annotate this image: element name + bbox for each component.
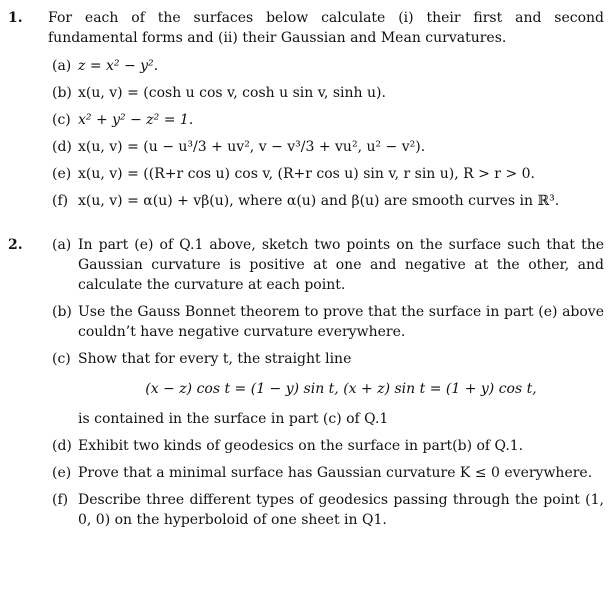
part-text: x² + y² − z² = 1.	[78, 112, 194, 128]
part-label: (e)	[52, 465, 72, 481]
part-text: In part (e) of Q.1 above, sketch two points on the surface such that the Gaussian curvature is positive at one and negative at the other, and calculate the curvature at each point.	[78, 237, 604, 293]
part-label: (f)	[52, 492, 69, 508]
part-label: (c)	[52, 351, 71, 367]
part-text: x(u, v) = (cosh u cos v, cosh u sin v, sinh u).	[78, 85, 386, 101]
question-number: 1.	[8, 10, 23, 26]
part-label: (a)	[52, 58, 72, 74]
part-label: (b)	[52, 304, 72, 320]
part-a	[48, 56, 604, 76]
part-text: x(u, v) = ((R+r cos u) cos v, (R+r cos u) sin v, r sin u), R > r > 0.	[78, 166, 535, 182]
part-c	[48, 349, 604, 429]
part-text: Show that for every t, the straight line	[78, 351, 352, 367]
part-b	[48, 83, 604, 103]
part-label: (a)	[52, 237, 72, 253]
part-a	[48, 235, 604, 295]
part-label: (f)	[52, 193, 69, 209]
part-label: (c)	[52, 112, 71, 128]
question-parts	[48, 235, 604, 530]
part-text: Prove that a minimal surface has Gaussian curvature K ≤ 0 everywhere.	[78, 465, 593, 481]
part-label: (d)	[52, 139, 72, 155]
part-f	[48, 490, 604, 530]
part-d	[48, 137, 604, 157]
part-text: x(u, v) = α(u) + vβ(u), where α(u) and β(u) are smooth curves in ℝ³.	[78, 193, 560, 209]
part-text: Exhibit two kinds of geodesics on the surface in part(b) of Q.1.	[78, 438, 524, 454]
part-e	[48, 463, 604, 483]
display-equation: (x − z) cos t = (1 − y) sin t, (x + z) sin t = (1 + y) cos t,	[145, 381, 537, 397]
part-text: x(u, v) = (u − u³/3 + uv², v − v³/3 + vu², u² − v²).	[78, 139, 426, 155]
question-2	[8, 235, 604, 530]
part-d	[48, 436, 604, 456]
part-text: Describe three different types of geodesics passing through the point (1, 0, 0) on the hyperboloid of one sheet in Q1.	[78, 492, 604, 528]
part-c	[48, 110, 604, 130]
part-text: Use the Gauss Bonnet theorem to prove that the surface in part (e) above couldn’t have negative curvature everywhere.	[78, 304, 604, 340]
question-parts	[48, 56, 604, 211]
question-1	[8, 8, 604, 211]
part-b	[48, 302, 604, 342]
part-label: (d)	[52, 438, 72, 454]
part-label: (b)	[52, 85, 72, 101]
part-label: (e)	[52, 166, 72, 182]
part-e	[48, 164, 604, 184]
part-text-continued: is contained in the surface in part (c) of Q.1	[78, 411, 389, 427]
part-f	[48, 191, 604, 211]
question-intro: For each of the surfaces below calculate (i) their first and second fundamental forms and (ii) their Gaussian and Mean curvatures.	[48, 10, 604, 46]
part-text: z = x² − y².	[78, 58, 159, 74]
question-number: 2.	[8, 237, 23, 253]
